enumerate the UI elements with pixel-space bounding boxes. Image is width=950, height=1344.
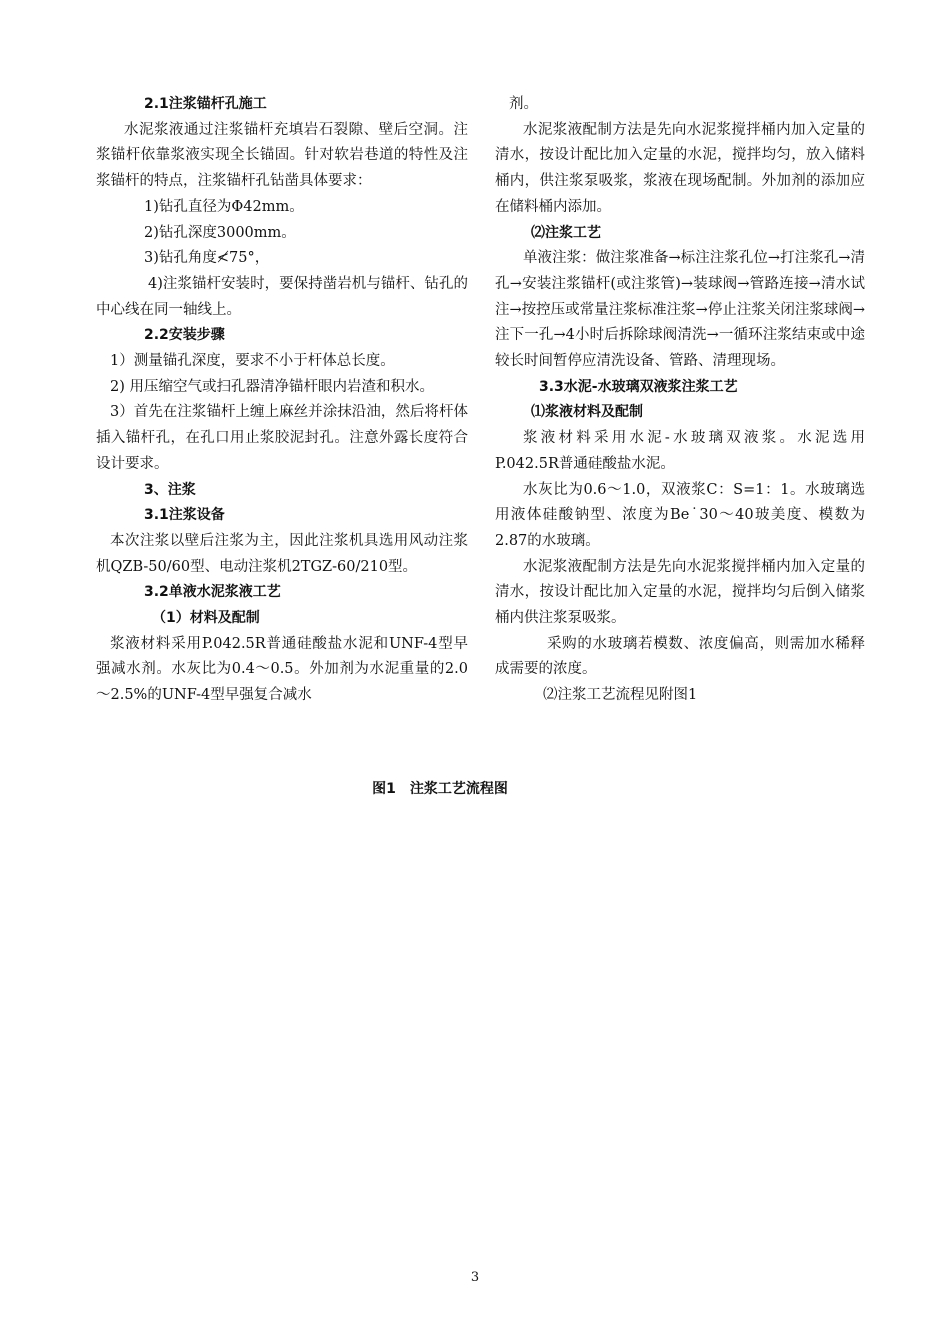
paragraph: 采购的水玻璃若模数、浓度偏高，则需加水稀释成需要的浓度。	[495, 635, 865, 678]
paragraph: 浆液材料采用水泥-水玻璃双液浆。水泥选用P.042.5R普通硅酸盐水泥。	[495, 430, 865, 472]
step-item: 3）首先在注浆锚杆上缠上麻丝并涂抹沿油，然后将杆体插入锚杆孔，在孔口用止浆胶泥封孔。注意外露长度符合设计要求。	[96, 404, 468, 472]
section-heading: 3.2单液水泥浆液工艺	[144, 584, 281, 601]
paragraph-continuation: 剂。	[509, 96, 538, 112]
subsection-heading: （1）材料及配制	[152, 610, 260, 627]
section-heading: 3.3水泥-水玻璃双液浆注浆工艺	[539, 378, 738, 395]
list-item: 3)钻孔角度≮75°，	[144, 250, 270, 267]
paragraph: 本次注浆以壁后注浆为主，因此注浆机具选用风动注浆机QZB-50/60型、电动注浆机2TGZ-60/210型。	[96, 532, 468, 575]
paragraph: 水灰比为0.6～1.0，双液浆C：S=1：1。水玻璃选用液体硅酸钠型、浓度为Be˙30～40玻美度、模数为2.87的水玻璃。	[495, 481, 865, 549]
paragraph: ⑵注浆工艺流程见附图1	[543, 687, 698, 704]
section-heading: 3、注浆	[144, 481, 196, 498]
figure-caption-text: 图1 注浆工艺流程图	[372, 781, 508, 797]
subsection-heading: ⑴浆液材料及配制	[531, 404, 643, 421]
page-number: 3	[470, 1270, 480, 1285]
subsection-heading: ⑵注浆工艺	[531, 224, 601, 241]
paragraph: 单液注浆：做注浆准备→标注注浆孔位→打注浆孔→清孔→安装注浆锚杆(或注浆管)→装球阀→管路连接→清水试注→按控压或常量注浆标准注浆→停止注浆关闭注浆球阀→注下一孔→4小时后拆除球阀清洗→一循环注浆结束或中途较长时间暂停应清洗设备、管路、清理现场。	[495, 250, 865, 370]
right-column	[495, 92, 865, 709]
section-heading: 3.1注浆设备	[144, 507, 225, 524]
paragraph: 水泥浆液配制方法是先向水泥浆搅拌桶内加入定量的清水，按设计配比加入定量的水泥，搅拌均匀后倒入储浆桶内供注浆泵吸浆。	[495, 558, 865, 627]
list-item: 1)钻孔直径为Φ42mm。	[144, 198, 304, 215]
left-column	[96, 92, 468, 709]
figure-caption	[0, 778, 950, 798]
section-heading: 2.2安装步骤	[144, 327, 225, 344]
step-item: 1）测量锚孔深度，要求不小于杆体总长度。	[110, 353, 395, 370]
paragraph: 水泥浆液配制方法是先向水泥浆搅拌桶内加入定量的清水，按设计配比加入定量的水泥，搅拌均匀，放入储料桶内，供注浆泵吸浆，浆液在现场配制。外加剂的添加应在储料桶内添加。	[495, 121, 865, 215]
step-item: 2) 用压缩空气或扫孔器清净锚杆眼内岩渣和积水。	[110, 378, 434, 395]
list-item: 4)注浆锚杆安装时，要保持凿岩机与锚杆、钻孔的中心线在同一轴线上。	[96, 275, 468, 318]
paragraph: 水泥浆液通过注浆锚杆充填岩石裂隙、壁后空洞。注浆锚杆依靠浆液实现全长锚固。针对软岩巷道的特性及注浆锚杆的特点，注浆锚杆孔钻凿具体要求：	[96, 121, 468, 190]
section-heading: 2.1注浆锚杆孔施工	[144, 96, 267, 112]
paragraph: 浆液材料采用P.042.5R普通硅酸盐水泥和UNF-4型早强减水剂。水灰比为0.4～0.5。外加剂为水泥重量的2.0～2.5%的UNF-4型早强复合减水	[96, 635, 468, 704]
list-item: 2)钻孔深度3000mm。	[144, 224, 296, 241]
